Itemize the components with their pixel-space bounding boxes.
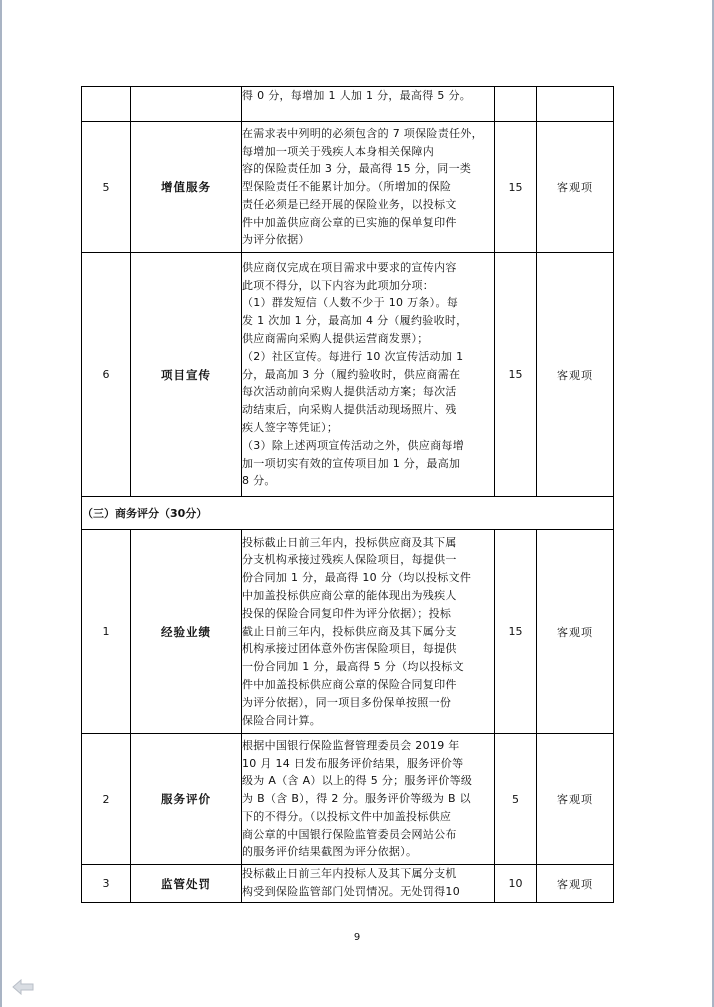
- criteria-line: 为 B（含 B），得 2 分。服务评价等级为 B 以: [242, 792, 471, 806]
- criteria-line: 件中加盖投标供应商公章的保险合同复印件: [242, 677, 457, 691]
- type-cell: 客观项: [537, 122, 614, 253]
- criteria-line: 截止日前三年内，投标供应商及其下属分支: [242, 624, 457, 638]
- criteria-text: [242, 865, 495, 903]
- criteria-line: 责任必须是已经开展的保险业务，以投标文: [242, 197, 457, 211]
- criteria-line: 份合同加 1 分，最高得 10 分（均以投标文件: [242, 571, 472, 585]
- score-cell: 15: [495, 253, 537, 497]
- criteria-line: 疾人签字等凭证）；: [242, 420, 339, 434]
- scoring-table: [81, 86, 614, 903]
- criteria-line: 加一项切实有效的宣传项目加 1 分，最高加: [242, 456, 461, 470]
- criteria-line: 在需求表中列明的必须包含的 7 项保险责任外，: [242, 126, 483, 140]
- table-row: [82, 734, 614, 865]
- criteria-text: [242, 87, 495, 122]
- item-name: [131, 87, 242, 122]
- criteria-line: （3）除上述两项宣传活动之外，供应商每增: [242, 438, 464, 452]
- criteria-line: 10 月 14 日发布服务评价结果，服务评价等: [242, 756, 464, 770]
- item-name: 服务评价: [131, 734, 242, 865]
- criteria-line: 发 1 次加 1 分，最高加 4 分（履约验收时，: [242, 314, 468, 328]
- criteria-line: 中加盖投标供应商公章的能体现出为残疾人: [242, 589, 457, 602]
- criteria-text: [242, 122, 495, 253]
- score-cell: 10: [495, 865, 537, 903]
- score-cell: 15: [495, 530, 537, 734]
- type-cell: 客观项: [537, 734, 614, 865]
- criteria-line: 级为 A（含 A）以上的得 5 分；服务评价等级: [242, 774, 473, 788]
- type-cell: 客观项: [537, 865, 614, 903]
- item-name: 监管处罚: [131, 865, 242, 903]
- criteria-line: 投保的保险合同复印件为评分依据）；投标: [242, 606, 452, 620]
- criteria-text: [242, 734, 495, 865]
- table-row: [82, 122, 614, 253]
- table-row: [82, 253, 614, 497]
- criteria-line: 保险合同计算。: [242, 713, 322, 727]
- row-number: 2: [82, 734, 131, 865]
- section-row: [82, 497, 614, 530]
- criteria-line: 一份合同加 1 分，最高得 5 分（均以投标文: [242, 660, 464, 674]
- criteria-text: [242, 530, 495, 734]
- criteria-line: 8 分。: [242, 474, 276, 488]
- criteria-line: 得 0 分，每增加 1 人加 1 分，最高得 5 分。: [242, 89, 472, 102]
- table-row: [82, 530, 614, 734]
- criteria-line: 每次活动前向采购人提供活动方案；每次活: [242, 385, 457, 399]
- table-row: [82, 87, 614, 122]
- window-left-border: [0, 0, 2, 1007]
- criteria-line: 供应商仅完成在项目需求中要求的宣传内容: [242, 260, 457, 274]
- item-name: 经验业绩: [131, 530, 242, 734]
- criteria-line: 机构承接过团体意外伤害保险项目，每提供: [242, 642, 457, 656]
- row-number: 5: [82, 122, 131, 253]
- criteria-line: 投标截止日前三年内，投标供应商及其下属: [242, 535, 457, 549]
- criteria-line: 动结束后，向采购人提供活动现场照片、残: [242, 403, 457, 417]
- criteria-line: 容的保险责任加 3 分，最高得 15 分，同一类: [242, 162, 472, 176]
- type-cell: [537, 87, 614, 122]
- table-row: [82, 865, 614, 903]
- criteria-line: 分支机构承接过残疾人保险项目，每提供一: [242, 553, 457, 567]
- criteria-line: 下的不得分。（以投标文件中加盖投标供应: [242, 809, 452, 823]
- criteria-line: 为评分依据）: [242, 233, 310, 247]
- criteria-line: 投标截止日前三年内投标人及其下属分支机: [242, 867, 457, 880]
- criteria-line: 为评分依据），同一项目多份保单按照一份: [242, 695, 452, 709]
- criteria-line: （1）群发短信（人数不少于 10 万条）。每: [242, 296, 459, 310]
- row-number: [82, 87, 131, 122]
- page-number: 9: [353, 932, 361, 943]
- criteria-line: 根据中国银行保险监督管理委员会 2019 年: [242, 738, 460, 752]
- section-heading: （三）商务评分（30分）: [82, 497, 614, 530]
- criteria-line: 分，最高加 3 分（履约验收时，供应商需在: [242, 367, 461, 381]
- criteria-line: 每增加一项关于残疾人本身相关保障内: [242, 144, 435, 158]
- score-cell: [495, 87, 537, 122]
- criteria-line: 此项不得分，以下内容为此项加分项：: [242, 278, 435, 292]
- score-cell: 5: [495, 734, 537, 865]
- item-name: 增值服务: [131, 122, 242, 253]
- type-cell: 客观项: [537, 530, 614, 734]
- criteria-line: 供应商需向采购人提供运营商发票）；: [242, 332, 429, 345]
- type-cell: 客观项: [537, 253, 614, 497]
- criteria-text: [242, 253, 495, 497]
- criteria-line: （2）社区宣传。每进行 10 次宣传活动加 1: [242, 349, 464, 363]
- row-number: 6: [82, 253, 131, 497]
- score-cell: 15: [495, 122, 537, 253]
- criteria-line: 商公章的中国银行保险监管委员会网站公布: [242, 827, 457, 841]
- back-arrow-icon[interactable]: [12, 979, 34, 995]
- criteria-line: 型保险责任不能累计加分。（所增加的保险: [242, 180, 452, 194]
- criteria-line: 构受到保险监管部门处罚情况。无处罚得10: [242, 884, 460, 898]
- row-number: 3: [82, 865, 131, 903]
- row-number: 1: [82, 530, 131, 734]
- criteria-line: 的服务评价结果截图为评分依据）。: [242, 845, 418, 859]
- criteria-line: 件中加盖供应商公章的已实施的保单复印件: [242, 215, 457, 229]
- item-name: 项目宣传: [131, 253, 242, 497]
